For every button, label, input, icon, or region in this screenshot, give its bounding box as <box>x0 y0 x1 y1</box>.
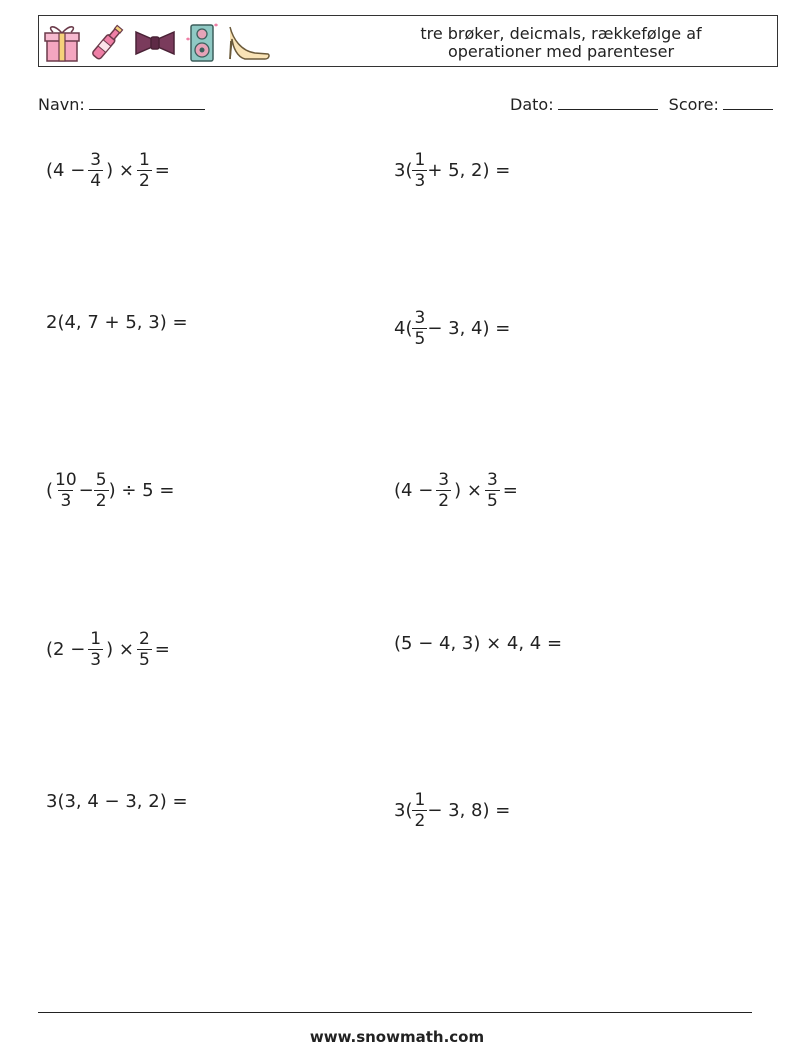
problem-3 <box>46 292 188 352</box>
date-label: Dato: <box>510 95 554 114</box>
fraction <box>485 470 500 511</box>
numerator: 3 <box>438 469 450 490</box>
denominator: 3 <box>414 170 426 191</box>
problem-text: − <box>78 479 94 501</box>
title-line-2: operationer med parenteser <box>447 42 675 61</box>
numerator: 3 <box>486 469 498 490</box>
numerator: 1 <box>414 789 426 810</box>
champagne-bottle-icon <box>87 21 127 63</box>
high-heel-shoe-icon <box>225 21 271 63</box>
numerator: 3 <box>90 149 102 170</box>
fraction <box>137 629 152 670</box>
denominator: 2 <box>414 810 426 831</box>
fraction <box>412 150 427 191</box>
problem-text: 3( <box>394 159 413 181</box>
problem-text: (4 − <box>46 159 86 181</box>
numerator: 1 <box>414 149 426 170</box>
fraction <box>53 470 79 511</box>
problem-text: ) × <box>106 159 134 181</box>
numerator: 3 <box>414 307 426 328</box>
problem-7 <box>46 619 170 679</box>
problem-text: ) × <box>106 638 134 660</box>
problem-10 <box>394 780 510 840</box>
problem-1 <box>46 140 170 200</box>
fraction <box>88 150 103 191</box>
problem-text: 3(3, 4 − 3, 2) = <box>46 790 188 812</box>
fraction <box>412 790 427 831</box>
worksheet-header <box>38 15 778 67</box>
problem-text: ) × <box>454 479 482 501</box>
name-label: Navn: <box>38 95 85 114</box>
problem-text: (2 − <box>46 638 86 660</box>
problem-text: ( <box>46 479 54 501</box>
denominator: 5 <box>138 649 150 670</box>
problem-9 <box>46 771 188 831</box>
problem-text: 4( <box>394 317 413 339</box>
numerator: 10 <box>55 469 77 490</box>
problem-text: = <box>502 479 518 501</box>
problem-text: = <box>154 159 170 181</box>
header-icons <box>43 19 271 65</box>
problem-text: (4 − <box>394 479 434 501</box>
problem-text: − 3, 8) = <box>427 799 511 821</box>
denominator: 2 <box>138 170 150 191</box>
problem-text: 3( <box>394 799 413 821</box>
numerator: 1 <box>138 149 150 170</box>
problem-text: + 5, 2) = <box>427 159 511 181</box>
date-score-field <box>510 93 773 114</box>
problem-text: = <box>154 638 170 660</box>
name-field <box>38 93 205 114</box>
date-blank[interactable] <box>558 93 658 110</box>
problem-text: (5 − 4, 3) × 4, 4 = <box>394 632 563 654</box>
name-blank[interactable] <box>89 93 205 110</box>
bow-tie-icon <box>133 21 177 63</box>
fraction <box>436 470 451 511</box>
problem-4 <box>394 298 510 358</box>
score-blank[interactable] <box>723 93 773 110</box>
score-label: Score: <box>668 95 719 114</box>
numerator: 5 <box>95 469 107 490</box>
problem-8 <box>394 613 562 673</box>
footer-divider <box>38 1012 752 1013</box>
speaker-icon <box>183 21 219 63</box>
denominator: 3 <box>90 649 102 670</box>
fraction <box>94 470 109 511</box>
problem-text: − 3, 4) = <box>427 317 511 339</box>
problem-text: ) ÷ 5 = <box>108 479 175 501</box>
fraction <box>412 308 427 349</box>
footer-url[interactable]: www.snowmath.com <box>309 1028 485 1046</box>
problem-text: 2(4, 7 + 5, 3) = <box>46 311 188 333</box>
denominator: 2 <box>95 490 107 511</box>
problem-5 <box>46 460 174 520</box>
gift-icon <box>43 21 81 63</box>
denominator: 2 <box>438 490 450 511</box>
denominator: 5 <box>486 490 498 511</box>
problem-6 <box>394 460 518 520</box>
numerator: 2 <box>138 628 150 649</box>
fraction <box>88 629 103 670</box>
denominator: 3 <box>60 490 72 511</box>
fraction <box>137 150 152 191</box>
numerator: 1 <box>90 628 102 649</box>
title-line-1: tre brøker, deicmals, rækkefølge af <box>420 24 702 43</box>
denominator: 4 <box>90 170 102 191</box>
problem-2 <box>394 140 510 200</box>
denominator: 5 <box>414 328 426 349</box>
worksheet-title <box>381 25 741 61</box>
